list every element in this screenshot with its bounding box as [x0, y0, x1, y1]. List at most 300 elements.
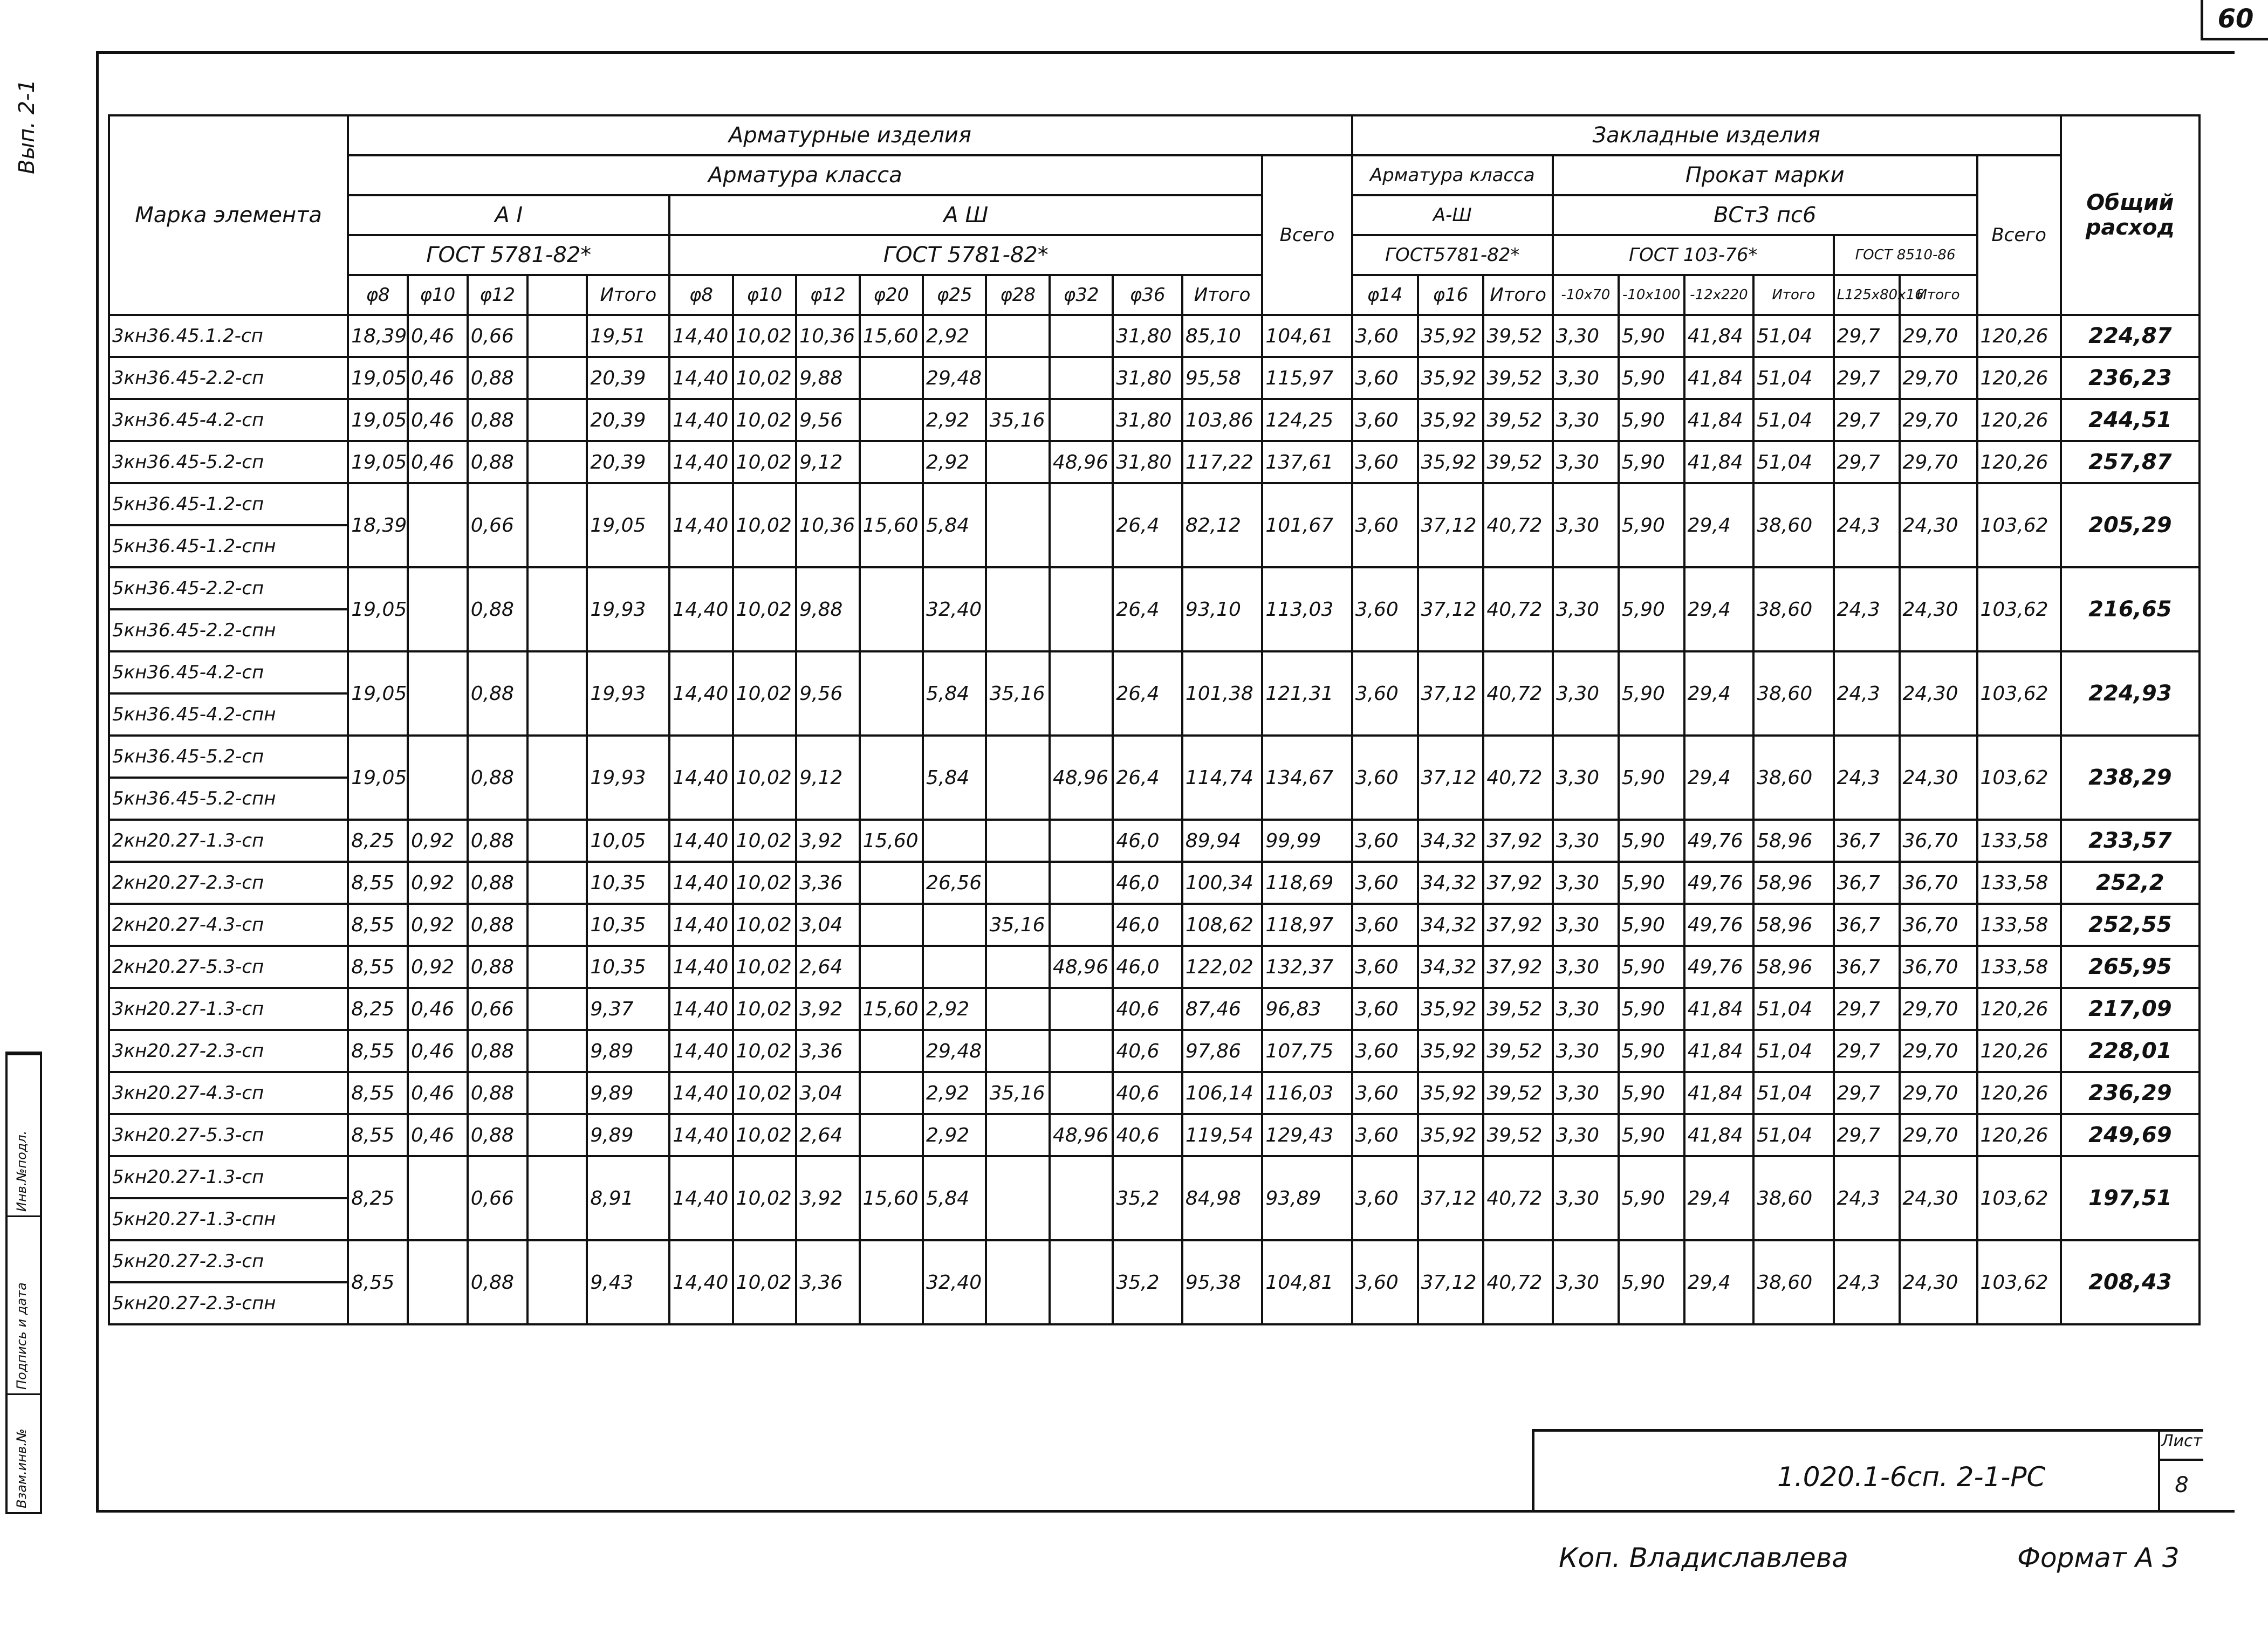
table-cell: 35,92 — [1418, 1114, 1484, 1156]
table-cell: 8,25 — [348, 1156, 408, 1240]
header-vst: ВСт3 пс6 — [1553, 195, 1977, 235]
table-cell: 24,30 — [1900, 736, 1977, 820]
table-cell: 99,99 — [1262, 820, 1352, 862]
table-cell: 0,88 — [468, 1072, 527, 1114]
table-cell: 15,60 — [860, 483, 923, 567]
table-cell: 10,02 — [733, 1114, 796, 1156]
table-cell: 36,7 — [1834, 820, 1900, 862]
table-cell: 93,89 — [1262, 1156, 1352, 1240]
table-cell: 24,3 — [1834, 567, 1900, 651]
table-cell: 10,02 — [733, 820, 796, 862]
table-cell: 39,52 — [1483, 315, 1553, 357]
table-cell: 137,61 — [1262, 441, 1352, 483]
table-cell: 133,58 — [1977, 862, 2061, 904]
table-cell — [860, 1030, 923, 1072]
total-consumption-cell: 265,95 — [2061, 946, 2200, 988]
table-row — [109, 1114, 2200, 1156]
table-cell: 10,05 — [587, 820, 669, 862]
table-cell: 0,88 — [468, 862, 527, 904]
table-cell: 29,48 — [923, 1030, 986, 1072]
page-number: 60 — [2201, 0, 2268, 40]
element-mark: 5кн36.45-2.2-спн — [109, 609, 348, 651]
header-gost-aiii: ГОСТ 5781-82* — [669, 235, 1262, 275]
table-cell: 129,43 — [1262, 1114, 1352, 1156]
table-cell: 133,58 — [1977, 820, 2061, 862]
table-cell — [408, 651, 468, 736]
subheader-cell: φ36 — [1113, 275, 1182, 315]
table-cell — [1050, 357, 1113, 399]
element-mark: 3кн20.27-2.3-сп — [109, 1030, 348, 1072]
table-cell: 39,52 — [1483, 399, 1553, 441]
table-cell — [527, 399, 587, 441]
table-cell: 0,88 — [468, 651, 527, 736]
table-cell: 37,92 — [1483, 820, 1553, 862]
stamp-cell-inv: Инв.№подл. — [8, 1054, 40, 1217]
table-cell — [527, 1072, 587, 1114]
table-cell — [986, 567, 1049, 651]
table-cell: 5,90 — [1619, 736, 1684, 820]
table-cell — [986, 483, 1049, 567]
table-cell: 58,96 — [1753, 904, 1833, 946]
table-row — [109, 820, 2200, 862]
table-cell: 14,40 — [669, 1156, 732, 1240]
table-cell: 19,51 — [587, 315, 669, 357]
table-cell — [1050, 1072, 1113, 1114]
table-cell: 37,92 — [1483, 862, 1553, 904]
table-cell: 51,04 — [1753, 315, 1833, 357]
table-cell: 19,05 — [348, 441, 408, 483]
table-cell: 58,96 — [1753, 820, 1833, 862]
table-cell: 5,90 — [1619, 1240, 1684, 1324]
table-cell: 35,16 — [986, 651, 1049, 736]
table-cell: 2,92 — [923, 315, 986, 357]
table-cell: 20,39 — [587, 399, 669, 441]
table-cell: 93,10 — [1182, 567, 1262, 651]
table-cell: 14,40 — [669, 315, 732, 357]
table-cell: 29,4 — [1684, 651, 1754, 736]
table-cell: 0,46 — [408, 988, 468, 1030]
table-row — [109, 1240, 2200, 1282]
table-cell — [527, 1240, 587, 1324]
table-cell: 10,02 — [733, 651, 796, 736]
table-cell: 41,84 — [1684, 399, 1754, 441]
table-cell: 8,55 — [348, 904, 408, 946]
table-cell: 26,4 — [1113, 483, 1182, 567]
subheader-cell: φ8 — [669, 275, 732, 315]
element-mark: 3кн36.45-5.2-сп — [109, 441, 348, 483]
table-cell: 15,60 — [860, 1156, 923, 1240]
table-cell: 0,46 — [408, 1030, 468, 1072]
table-cell: 39,52 — [1483, 1114, 1553, 1156]
table-cell: 14,40 — [669, 357, 732, 399]
table-cell: 3,30 — [1553, 862, 1619, 904]
table-cell: 133,58 — [1977, 904, 2061, 946]
header-vsego-zakl: Всего — [1977, 155, 2061, 315]
table-cell: 3,60 — [1352, 441, 1418, 483]
table-cell: 29,70 — [1900, 441, 1977, 483]
table-cell: 121,31 — [1262, 651, 1352, 736]
element-mark: 5кн36.45-2.2-сп — [109, 567, 348, 609]
table-cell — [860, 736, 923, 820]
table-cell — [527, 441, 587, 483]
table-cell: 29,7 — [1834, 1114, 1900, 1156]
subheader-row — [109, 275, 2200, 315]
table-cell: 5,90 — [1619, 1114, 1684, 1156]
table-cell: 103,62 — [1977, 736, 2061, 820]
table-cell: 37,12 — [1418, 651, 1484, 736]
header-ai: А I — [348, 195, 669, 235]
header-aiii: А Ш — [669, 195, 1262, 235]
table-cell: 3,30 — [1553, 441, 1619, 483]
document-code: 1.020.1-6сп. 2-1-РС — [1777, 1461, 2046, 1493]
table-cell: 3,60 — [1352, 1072, 1418, 1114]
table-cell: 37,92 — [1483, 904, 1553, 946]
table-cell: 115,97 — [1262, 357, 1352, 399]
table-cell: 120,26 — [1977, 315, 2061, 357]
table-cell: 118,69 — [1262, 862, 1352, 904]
copied-by: Коп. Владиславлева — [1559, 1542, 1848, 1574]
table-cell: 117,22 — [1182, 441, 1262, 483]
table-cell: 9,88 — [796, 357, 859, 399]
table-cell: 29,7 — [1834, 988, 1900, 1030]
table-cell — [527, 357, 587, 399]
table-cell: 58,96 — [1753, 862, 1833, 904]
header-armatura-klassa: Арматура класса — [348, 155, 1262, 195]
table-cell — [986, 862, 1049, 904]
table-cell — [860, 862, 923, 904]
table-cell: 19,93 — [587, 736, 669, 820]
subheader-cell: φ8 — [348, 275, 408, 315]
header-zakl-gost: ГОСТ5781-82* — [1352, 235, 1553, 275]
table-cell: 8,55 — [348, 1030, 408, 1072]
table-cell: 124,25 — [1262, 399, 1352, 441]
table-cell: 49,76 — [1684, 862, 1754, 904]
table-cell: 14,40 — [669, 820, 732, 862]
table-cell: 3,36 — [796, 1240, 859, 1324]
table-cell: 29,70 — [1900, 1072, 1977, 1114]
table-cell: 10,02 — [733, 441, 796, 483]
table-cell: 104,81 — [1262, 1240, 1352, 1324]
table-cell: 14,40 — [669, 904, 732, 946]
table-cell: 5,90 — [1619, 567, 1684, 651]
table-cell: 51,04 — [1753, 1114, 1833, 1156]
table-cell: 0,88 — [468, 441, 527, 483]
table-cell: 32,40 — [923, 567, 986, 651]
table-cell: 5,90 — [1619, 862, 1684, 904]
table-cell: 82,12 — [1182, 483, 1262, 567]
table-cell: 3,30 — [1553, 946, 1619, 988]
table-cell: 29,4 — [1684, 736, 1754, 820]
table-cell: 8,55 — [348, 862, 408, 904]
total-consumption-cell: 197,51 — [2061, 1156, 2200, 1240]
table-row — [109, 736, 2200, 778]
table-cell: 3,60 — [1352, 736, 1418, 820]
table-cell: 3,30 — [1553, 483, 1619, 567]
table-cell: 51,04 — [1753, 1030, 1833, 1072]
table-cell: 3,30 — [1553, 736, 1619, 820]
table-cell: 41,84 — [1684, 441, 1754, 483]
table-cell: 51,04 — [1753, 988, 1833, 1030]
total-consumption-cell: 233,57 — [2061, 820, 2200, 862]
table-cell: 5,90 — [1619, 1156, 1684, 1240]
table-cell: 40,6 — [1113, 1114, 1182, 1156]
table-cell: 5,90 — [1619, 651, 1684, 736]
subheader-cell: φ10 — [408, 275, 468, 315]
table-cell: 10,02 — [733, 736, 796, 820]
paper-format: Формат А 3 — [2017, 1542, 2180, 1574]
table-cell: 38,60 — [1753, 1240, 1833, 1324]
table-cell — [860, 904, 923, 946]
header-gost-ai: ГОСТ 5781-82* — [348, 235, 669, 275]
table-cell: 103,62 — [1977, 1156, 2061, 1240]
table-cell — [1050, 1156, 1113, 1240]
element-mark: 2кн20.27-2.3-сп — [109, 862, 348, 904]
table-cell: 0,92 — [408, 862, 468, 904]
table-cell: 10,02 — [733, 1156, 796, 1240]
table-row — [109, 567, 2200, 609]
table-cell: 14,40 — [669, 1030, 732, 1072]
table-cell: 8,25 — [348, 820, 408, 862]
sheet-box — [2158, 1432, 2203, 1510]
table-cell: 14,40 — [669, 399, 732, 441]
header-armaturnye: Арматурные изделия — [348, 115, 1352, 155]
table-cell: 39,52 — [1483, 357, 1553, 399]
subheader-cell: -12х220 — [1684, 275, 1754, 315]
table-cell: 0,92 — [408, 904, 468, 946]
materials-table — [108, 114, 2201, 1325]
table-cell: 26,4 — [1113, 567, 1182, 651]
table-cell — [923, 904, 986, 946]
table-cell: 103,62 — [1977, 651, 2061, 736]
element-mark: 3кн36.45-4.2-сп — [109, 399, 348, 441]
table-cell — [527, 1030, 587, 1072]
table-cell — [1050, 399, 1113, 441]
table-cell: 49,76 — [1684, 904, 1754, 946]
header-gost8510: ГОСТ 8510-86 — [1834, 235, 1977, 275]
table-cell: 8,91 — [587, 1156, 669, 1240]
table-cell: 40,72 — [1483, 651, 1553, 736]
table-cell: 5,90 — [1619, 357, 1684, 399]
table-cell: 3,30 — [1553, 1114, 1619, 1156]
table-cell: 35,92 — [1418, 315, 1484, 357]
table-cell: 3,60 — [1352, 1240, 1418, 1324]
table-cell: 29,4 — [1684, 1156, 1754, 1240]
table-cell: 101,38 — [1182, 651, 1262, 736]
table-cell: 29,4 — [1684, 567, 1754, 651]
table-cell: 0,88 — [468, 946, 527, 988]
table-cell: 14,40 — [669, 736, 732, 820]
table-cell: 0,88 — [468, 567, 527, 651]
table-cell: 2,92 — [923, 441, 986, 483]
table-cell: 0,46 — [408, 315, 468, 357]
total-consumption-cell: 224,93 — [2061, 651, 2200, 736]
table-cell — [986, 1240, 1049, 1324]
table-cell: 31,80 — [1113, 315, 1182, 357]
table-cell: 9,56 — [796, 651, 859, 736]
stamp-strip — [5, 1052, 42, 1514]
table-cell: 2,92 — [923, 1072, 986, 1114]
table-row — [109, 483, 2200, 525]
table-cell: 9,12 — [796, 441, 859, 483]
table-cell — [527, 567, 587, 651]
table-cell: 10,02 — [733, 988, 796, 1030]
table-cell — [986, 1156, 1049, 1240]
table-cell: 34,32 — [1418, 862, 1484, 904]
table-cell: 29,7 — [1834, 441, 1900, 483]
table-cell: 120,26 — [1977, 357, 2061, 399]
element-mark: 3кн20.27-5.3-сп — [109, 1114, 348, 1156]
element-mark: 5кн36.45-1.2-спн — [109, 525, 348, 567]
subheader-cell — [527, 275, 587, 315]
table-cell: 2,92 — [923, 1114, 986, 1156]
table-cell — [408, 736, 468, 820]
table-cell: 3,92 — [796, 820, 859, 862]
total-consumption-cell: 208,43 — [2061, 1240, 2200, 1324]
table-cell: 35,92 — [1418, 988, 1484, 1030]
table-cell: 37,12 — [1418, 567, 1484, 651]
table-cell: 8,25 — [348, 988, 408, 1030]
table-cell: 0,88 — [468, 820, 527, 862]
element-mark: 5кн36.45-1.2-сп — [109, 483, 348, 525]
table-cell: 24,30 — [1900, 1240, 1977, 1324]
table-cell: 31,80 — [1113, 399, 1182, 441]
element-mark: 3кн36.45.1.2-сп — [109, 315, 348, 357]
issue-label: Вып. 2-1 — [15, 79, 39, 174]
table-cell: 20,39 — [587, 441, 669, 483]
table-cell — [527, 315, 587, 357]
table-cell: 36,7 — [1834, 946, 1900, 988]
table-cell: 10,02 — [733, 483, 796, 567]
table-cell — [527, 820, 587, 862]
subheader-cell: φ10 — [733, 275, 796, 315]
table-cell — [986, 441, 1049, 483]
table-cell: 58,96 — [1753, 946, 1833, 988]
total-consumption-cell: 224,87 — [2061, 315, 2200, 357]
table-cell: 10,02 — [733, 946, 796, 988]
total-consumption-cell: 244,51 — [2061, 399, 2200, 441]
total-consumption-cell: 236,23 — [2061, 357, 2200, 399]
table-cell: 29,70 — [1900, 1030, 1977, 1072]
table-cell — [860, 357, 923, 399]
table-cell: 29,7 — [1834, 399, 1900, 441]
table-cell: 122,02 — [1182, 946, 1262, 988]
table-cell: 0,46 — [408, 357, 468, 399]
table-cell — [986, 736, 1049, 820]
table-cell: 103,86 — [1182, 399, 1262, 441]
table-cell: 3,30 — [1553, 357, 1619, 399]
table-cell: 3,30 — [1553, 1156, 1619, 1240]
table-cell: 119,54 — [1182, 1114, 1262, 1156]
table-cell: 3,60 — [1352, 315, 1418, 357]
element-mark: 5кн20.27-1.3-спн — [109, 1198, 348, 1240]
table-cell — [1050, 1030, 1113, 1072]
table-cell: 0,46 — [408, 441, 468, 483]
table-cell — [986, 820, 1049, 862]
table-cell: 10,35 — [587, 946, 669, 988]
table-cell: 35,92 — [1418, 1030, 1484, 1072]
table-cell: 0,66 — [468, 483, 527, 567]
table-cell — [923, 820, 986, 862]
header-zakladnye: Закладные изделия — [1352, 115, 2061, 155]
table-cell: 34,32 — [1418, 820, 1484, 862]
table-cell: 36,70 — [1900, 862, 1977, 904]
table-cell: 5,90 — [1619, 1030, 1684, 1072]
subheader-cell: Итого — [1182, 275, 1262, 315]
table-cell: 29,4 — [1684, 483, 1754, 567]
table-cell: 24,3 — [1834, 736, 1900, 820]
table-cell: 100,34 — [1182, 862, 1262, 904]
table-cell: 9,43 — [587, 1240, 669, 1324]
table-cell: 3,92 — [796, 988, 859, 1030]
table-cell: 49,76 — [1684, 946, 1754, 988]
table-cell: 46,0 — [1113, 820, 1182, 862]
table-cell: 3,60 — [1352, 904, 1418, 946]
table-cell: 38,60 — [1753, 483, 1833, 567]
table-cell: 3,60 — [1352, 862, 1418, 904]
table-cell: 49,76 — [1684, 820, 1754, 862]
table-cell: 14,40 — [669, 1114, 732, 1156]
table-cell: 48,96 — [1050, 1114, 1113, 1156]
table-cell: 15,60 — [860, 988, 923, 1030]
table-cell: 2,92 — [923, 988, 986, 1030]
table-cell: 29,70 — [1900, 1114, 1977, 1156]
table-cell: 29,7 — [1834, 1030, 1900, 1072]
element-mark: 3кн20.27-4.3-сп — [109, 1072, 348, 1114]
table-cell: 5,90 — [1619, 399, 1684, 441]
table-cell: 95,58 — [1182, 357, 1262, 399]
table-cell: 29,70 — [1900, 315, 1977, 357]
table-cell: 3,30 — [1553, 567, 1619, 651]
total-consumption-cell: 228,01 — [2061, 1030, 2200, 1072]
table-cell: 95,38 — [1182, 1240, 1262, 1324]
table-cell: 3,30 — [1553, 904, 1619, 946]
table-cell — [408, 1156, 468, 1240]
element-mark: 5кн20.27-1.3-сп — [109, 1156, 348, 1198]
table-cell: 0,66 — [468, 988, 527, 1030]
table-cell: 15,60 — [860, 315, 923, 357]
total-consumption-cell: 205,29 — [2061, 483, 2200, 567]
table-cell: 3,60 — [1352, 988, 1418, 1030]
subheader-cell: φ25 — [923, 275, 986, 315]
table-cell: 20,39 — [587, 357, 669, 399]
table-cell: 37,12 — [1418, 1240, 1484, 1324]
table-row — [109, 315, 2200, 357]
header-vsego-arm: Всего — [1262, 155, 1352, 315]
table-cell: 84,98 — [1182, 1156, 1262, 1240]
table-cell: 29,7 — [1834, 315, 1900, 357]
table-cell: 14,40 — [669, 988, 732, 1030]
table-cell: 10,02 — [733, 315, 796, 357]
element-mark: 3кн36.45-2.2-сп — [109, 357, 348, 399]
table-cell — [527, 483, 587, 567]
table-cell: 24,3 — [1834, 1240, 1900, 1324]
table-cell: 3,30 — [1553, 1240, 1619, 1324]
table-cell — [527, 736, 587, 820]
table-cell: 89,94 — [1182, 820, 1262, 862]
table-cell: 14,40 — [669, 441, 732, 483]
table-cell: 31,80 — [1113, 357, 1182, 399]
table-cell: 104,61 — [1262, 315, 1352, 357]
table-cell: 14,40 — [669, 483, 732, 567]
table-cell: 0,88 — [468, 357, 527, 399]
table-cell: 35,92 — [1418, 357, 1484, 399]
table-cell: 3,30 — [1553, 399, 1619, 441]
table-cell: 5,84 — [923, 1156, 986, 1240]
table-cell: 35,2 — [1113, 1240, 1182, 1324]
table-cell: 46,0 — [1113, 862, 1182, 904]
table-cell: 5,90 — [1619, 820, 1684, 862]
table-cell — [1050, 904, 1113, 946]
